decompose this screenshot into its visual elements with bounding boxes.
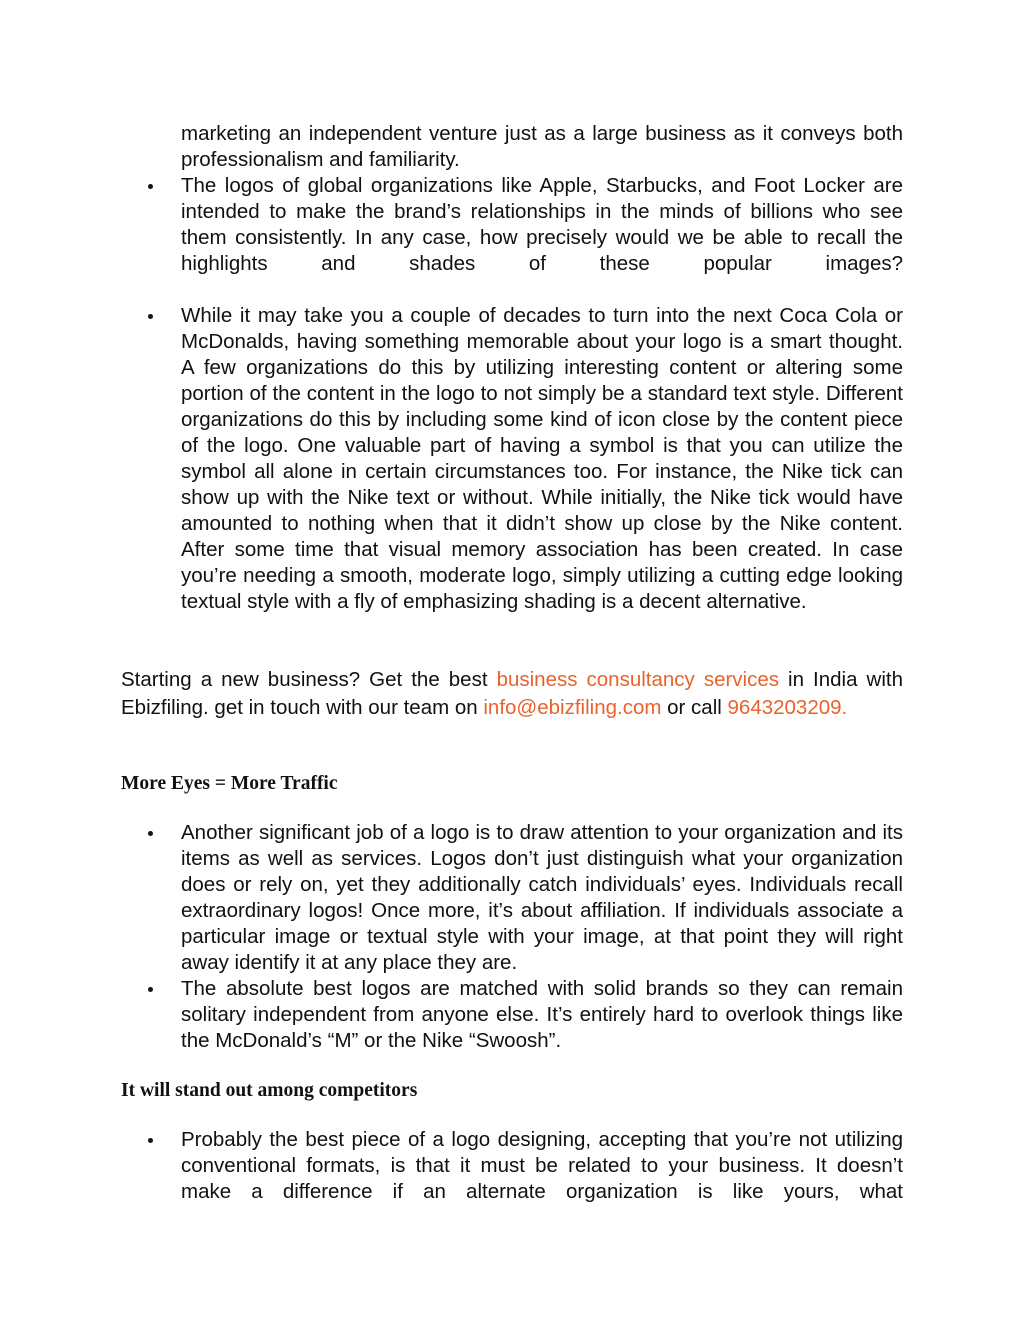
- bullet-icon: [148, 1127, 156, 1135]
- phone-link[interactable]: 9643203209.: [727, 695, 848, 719]
- bullet-icon: [148, 303, 156, 311]
- list-item: The logos of global organizations like Apple, Starbucks, and Foot Locker are intended to make the brand’s relationships in the minds of billions who see them consistently. In any case, how precisely would we be able to recall the highlights and shades of these popular images?: [181, 174, 903, 275]
- cta-text: in India with Ebizfiling. get in touch with our team on: [121, 668, 903, 719]
- business-services-link[interactable]: business consultancy services: [496, 668, 779, 691]
- continuation-paragraph: marketing an independent venture just as a large business as it conveys both professionalism and familiarity.: [181, 122, 903, 171]
- cta-text: Starting a new business? Get the best: [121, 668, 497, 691]
- list-item: The absolute best logos are matched with solid brands so they can remain solitary independent from anyone else. It’s entirely hard to overlook things like the McDonald’s “M” or the Nike “Swoosh”.: [181, 977, 903, 1052]
- section-heading: More Eyes = More Traffic: [121, 773, 338, 794]
- cta-paragraph: [121, 666, 903, 721]
- bullet-icon: [148, 173, 156, 181]
- bullet-icon: [148, 820, 156, 828]
- list-item: Another significant job of a logo is to draw attention to your organization and its items as well as services. Logos don’t just distinguish what your organization does or rely on, yet they additionally catch individuals’ eyes. Individuals recall extraordinary logos! Once more, it’s about affiliation. If individuals associate a particular image or textual style with your image, at that point they will right away identify it at any place they are.: [181, 821, 903, 974]
- email-link[interactable]: info@ebizfiling.com: [483, 695, 662, 719]
- cta-text: or call: [661, 695, 728, 719]
- section-heading: It will stand out among competitors: [121, 1080, 418, 1101]
- list-item: While it may take you a couple of decades to turn into the next Coca Cola or McDonalds, having something memorable about your logo is a smart thought. A few organizations do this by utilizing interesting content or altering some portion of the content in the logo to not simply be a standard text style. Different organizations do this by including some kind of icon close by the content piece of the logo. One valuable part of having a symbol is that you can utilize the symbol all alone in certain circumstances too. For instance, the Nike tick can show up with the Nike text or without. While initially, the Nike tick would have amounted to nothing when that it didn’t show up close by the Nike content. After some time that visual memory association has been created. In case you’re needing a smooth, moderate logo, simply utilizing a cutting edge looking textual style with a fly of emphasizing shading is a decent alternative.: [181, 304, 903, 613]
- list-item: Probably the best piece of a logo designing, accepting that you’re not utilizing conventional formats, is that it must be related to your business. It doesn’t make a difference if an alternate organization is like yours, what: [181, 1128, 903, 1203]
- bullet-icon: [148, 976, 156, 984]
